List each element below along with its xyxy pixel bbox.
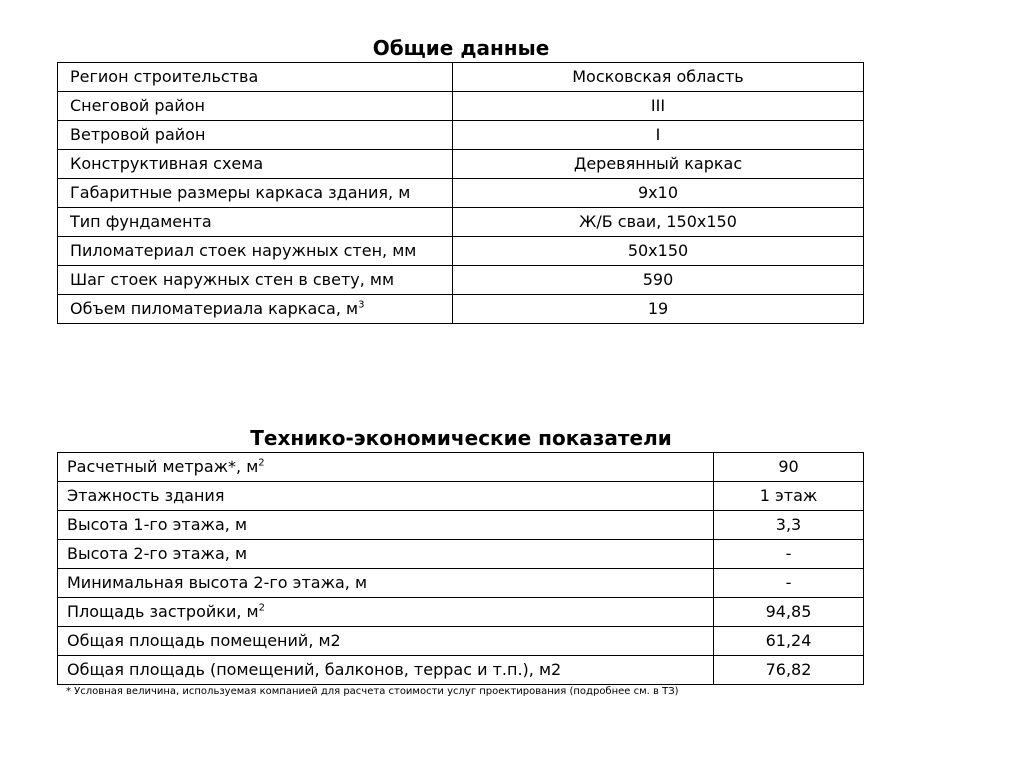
row-value: 61,24 bbox=[714, 627, 864, 656]
row-value: I bbox=[453, 121, 864, 150]
superscript: 2 bbox=[258, 602, 265, 614]
row-label: Этажность здания bbox=[58, 482, 714, 511]
table-row bbox=[58, 656, 864, 685]
footnote: * Условная величина, используемая компанией для расчета стоимости услуг проектирования (подробнее см. в ТЗ) bbox=[66, 686, 679, 697]
table-row bbox=[58, 453, 864, 482]
row-value: Деревянный каркас bbox=[453, 150, 864, 179]
row-label: Тип фундамента bbox=[58, 208, 453, 237]
tech-economic-title: Технико-экономические показатели bbox=[250, 426, 672, 450]
row-label: Высота 2-го этажа, м bbox=[58, 540, 714, 569]
table-row bbox=[58, 179, 864, 208]
row-label: Площадь застройки, $м^2$ bbox=[58, 598, 714, 627]
row-value: - bbox=[714, 540, 864, 569]
general-data-title: Общие данные bbox=[372, 36, 550, 60]
row-label: Ветровой район bbox=[58, 121, 453, 150]
tech-economic-table bbox=[57, 452, 864, 685]
table-row bbox=[58, 569, 864, 598]
row-value: 590 bbox=[453, 266, 864, 295]
table-row bbox=[58, 63, 864, 92]
table-row bbox=[58, 511, 864, 540]
superscript: 3 bbox=[358, 299, 365, 311]
row-label: Конструктивная схема bbox=[58, 150, 453, 179]
row-value: 76,82 bbox=[714, 656, 864, 685]
row-label: Шаг стоек наружных стен в свету, мм bbox=[58, 266, 453, 295]
row-label: Расчетный метраж*, $м^2$ bbox=[58, 453, 714, 482]
row-label: Высота 1-го этажа, м bbox=[58, 511, 714, 540]
table-row bbox=[58, 237, 864, 266]
row-value: 90 bbox=[714, 453, 864, 482]
row-value: - bbox=[714, 569, 864, 598]
row-value: Московская область bbox=[453, 63, 864, 92]
row-label: Пиломатериал стоек наружных стен, мм bbox=[58, 237, 453, 266]
row-value: 9х10 bbox=[453, 179, 864, 208]
row-label: Общая площадь помещений, м2 bbox=[58, 627, 714, 656]
row-value: 1 этаж bbox=[714, 482, 864, 511]
table-row bbox=[58, 627, 864, 656]
table-row bbox=[58, 540, 864, 569]
row-value: III bbox=[453, 92, 864, 121]
row-value: Ж/Б сваи, 150х150 bbox=[453, 208, 864, 237]
general-data-table bbox=[57, 62, 864, 324]
table-row bbox=[58, 266, 864, 295]
row-label: Снеговой район bbox=[58, 92, 453, 121]
row-value: 3,3 bbox=[714, 511, 864, 540]
table-row bbox=[58, 482, 864, 511]
table-row bbox=[58, 150, 864, 179]
table-row bbox=[58, 121, 864, 150]
row-value: 50х150 bbox=[453, 237, 864, 266]
row-label: Габаритные размеры каркаса здания, м bbox=[58, 179, 453, 208]
table-row bbox=[58, 295, 864, 324]
table-row bbox=[58, 92, 864, 121]
row-value: 94,85 bbox=[714, 598, 864, 627]
row-label: Общая площадь (помещений, балконов, террас и т.п.), м2 bbox=[58, 656, 714, 685]
row-label: Регион строительства bbox=[58, 63, 453, 92]
row-label: Минимальная высота 2-го этажа, м bbox=[58, 569, 714, 598]
row-value: 19 bbox=[453, 295, 864, 324]
table-row bbox=[58, 208, 864, 237]
row-label: Объем пиломатериала каркаса, $м^3$ bbox=[58, 295, 453, 324]
superscript: 2 bbox=[258, 457, 265, 469]
table-row bbox=[58, 598, 864, 627]
